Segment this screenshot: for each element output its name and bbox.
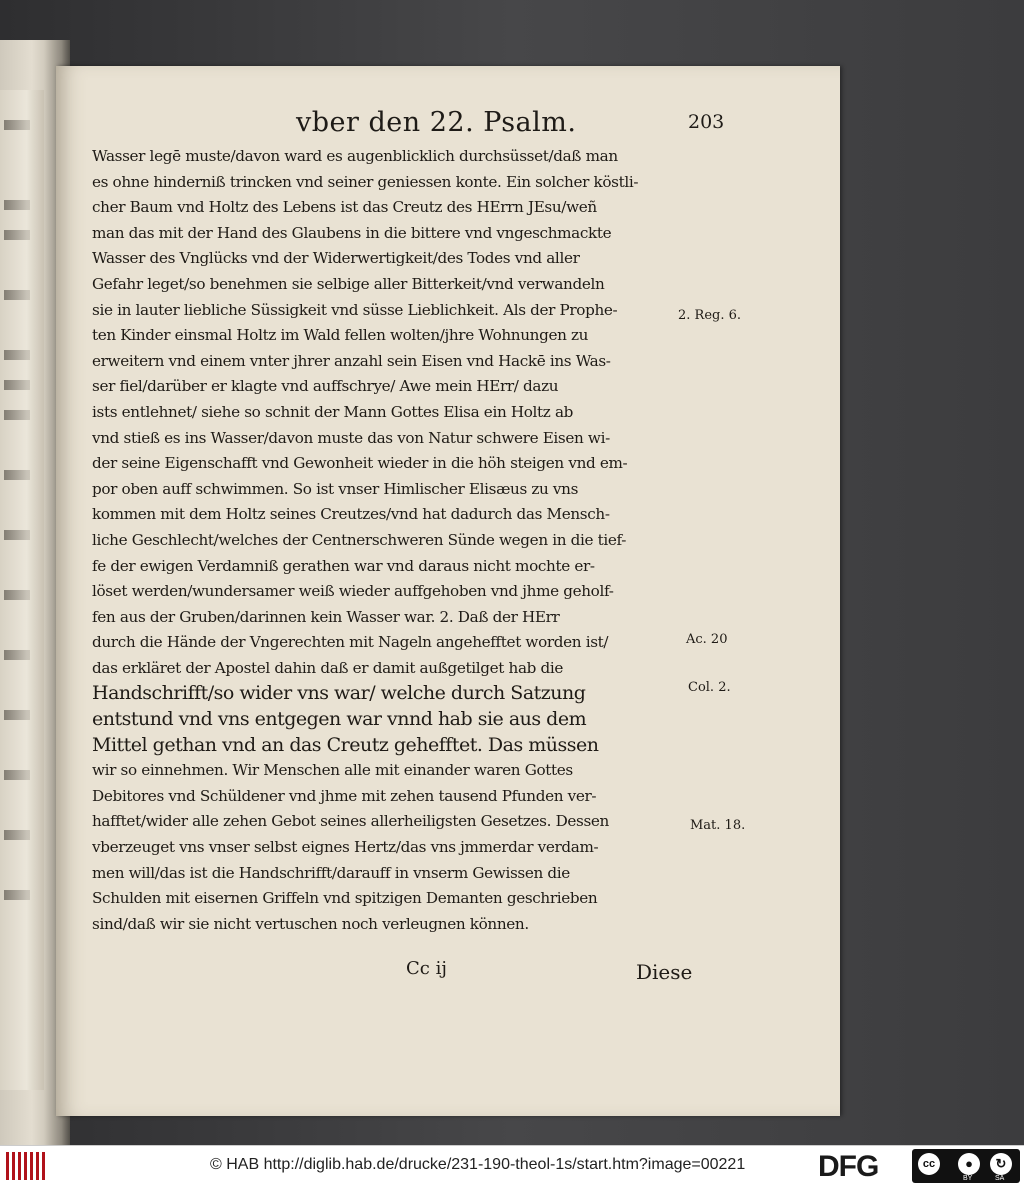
text-line: wir so einnehmen. Wir Menschen alle mit einander waren Gottes: [92, 761, 573, 780]
sa-icon: ↻: [990, 1153, 1012, 1175]
footer-bar: [0, 1145, 1024, 1186]
text-line: vnd stieß es ins Wasser/davon muste das von Natur schwere Eisen wi-: [92, 428, 610, 447]
text-line: erweitern vnd einem vnter jhrer anzahl sein Eisen vnd Hackē ins Was-: [92, 351, 611, 370]
margin-note: Mat. 18.: [690, 818, 746, 833]
text-line: Schulden mit eisernen Griffeln vnd spitzigen Demanten geschrieben: [92, 889, 598, 908]
text-line: Debitores vnd Schüldener vnd jhme mit zehen tausend Pfunden ver-: [92, 786, 597, 805]
text-line: Mittel gethan vnd an das Creutz gehefftet. Das müssen: [92, 733, 599, 756]
hab-logo-icon[interactable]: [6, 1152, 46, 1180]
text-line: Gefahr leget/so benehmen sie selbige aller Bitterkeit/vnd verwandeln: [92, 274, 605, 293]
text-line: ten Kinder einsmal Holtz im Wald fellen wolten/jhre Wohnungen zu: [92, 326, 589, 345]
margin-note: Col. 2.: [688, 680, 731, 695]
text-line: sie in lauter liebliche Süssigkeit vnd süsse Lieblichkeit. Als der Prophe-: [92, 300, 618, 319]
text-line: men will/das ist die Handschrifft/darauff in vnserm Gewissen die: [92, 863, 570, 882]
cc-icon: cc: [918, 1153, 940, 1175]
page-number: 203: [688, 111, 725, 133]
text-line: man das mit der Hand des Glaubens in die bittere vnd vngeschmackte: [92, 223, 612, 242]
text-line: fe der ewigen Verdamniß gerathen war vnd daraus nicht mochte er-: [92, 556, 595, 575]
signature-mark: Cc ij: [406, 958, 447, 979]
sa-label: SA: [995, 1175, 1005, 1182]
margin-note: Ac. 20: [686, 632, 728, 647]
text-line: durch die Hände der Vngerechten mit Nageln angehefftet worden ist/: [92, 633, 609, 652]
text-line: fen aus der Gruben/darinnen kein Wasser war. 2. Daß der HErr: [92, 607, 560, 626]
running-head: vber den 22. Psalm.: [296, 107, 577, 138]
text-line: ists entlehnet/ siehe so schnit der Mann Gottes Elisa ein Holtz ab: [92, 402, 574, 421]
by-label: BY: [963, 1175, 973, 1182]
text-line: liche Geschlecht/welches der Centnerschweren Sünde wegen in die tief-: [92, 530, 627, 549]
by-icon: ●: [958, 1153, 980, 1175]
book-page: [56, 66, 840, 1116]
catchword: Diese: [636, 960, 693, 984]
margin-note: 2. Reg. 6.: [678, 308, 742, 323]
text-line: Handschrifft/so wider vns war/ welche durch Satzung: [92, 682, 586, 705]
text-line: Wasser legē muste/davon ward es augenblicklich durchsüsset/daß man: [92, 147, 618, 165]
text-line: das erkläret der Apostel dahin daß er damit außgetilget hab die: [92, 658, 564, 677]
text-line: ser fiel/darüber er klagte vnd auffschrye/ Awe mein HErr/ dazu: [92, 377, 559, 396]
dfg-logo[interactable]: DFG: [818, 1150, 879, 1183]
text-line: der seine Eigenschafft vnd Gewonheit wieder in die höh steigen vnd em-: [92, 454, 628, 473]
text-line: löset werden/wundersamer weiß wieder auffgehoben vnd jhme geholf-: [92, 582, 614, 601]
text-line: vberzeuget vns vnser selbst eignes Hertz/das vns jmmerdar verdam-: [92, 838, 599, 857]
cc-license-badge[interactable]: [912, 1149, 1020, 1183]
body-text: [92, 144, 744, 937]
text-line: por oben auff schwimmen. So ist vnser Himlischer Elisæus zu vns: [92, 479, 579, 498]
text-line: es ohne hinderniß trincken vnd seiner geniessen konte. Ein solcher köstli-: [92, 172, 639, 191]
text-line: sind/daß wir sie nicht vertuschen noch verleugnen können.: [92, 914, 529, 933]
text-line: entstund vnd vns entgegen war vnnd hab sie aus dem: [92, 708, 587, 731]
copyright-link[interactable]: © HAB http://diglib.hab.de/drucke/231-190-theol-1s/start.htm?image=00221: [210, 1156, 746, 1173]
text-line: kommen mit dem Holtz seines Creutzes/vnd hat dadurch das Mensch-: [92, 505, 610, 524]
text-line: Wasser des Vnglücks vnd der Widerwertigkeit/des Todes vnd aller: [92, 249, 580, 268]
text-line: cher Baum vnd Holtz des Lebens ist das Creutz des HErrn JEsu/weñ: [92, 198, 597, 217]
text-line: hafftet/wider alle zehen Gebot seines allerheiligsten Gesetzes. Dessen: [92, 812, 609, 831]
